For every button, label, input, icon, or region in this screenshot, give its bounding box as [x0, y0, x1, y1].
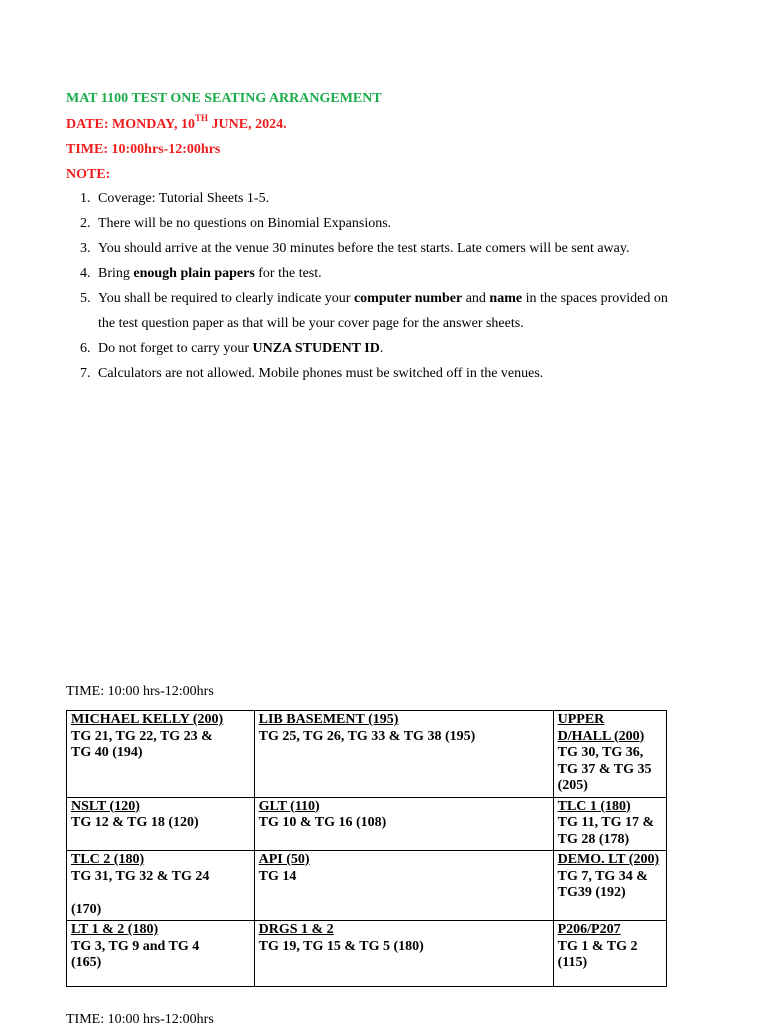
seating-table: [66, 710, 667, 987]
table-cell: TLC 2 (180) TG 31, TG 32 & TG 24 (170): [67, 851, 255, 921]
list-item: 4. Bring enough plain papers for the test.: [80, 266, 322, 281]
table-cell: API (50) TG 14: [254, 851, 553, 921]
table-row: [67, 711, 667, 798]
table-cell: GLT (110) TG 10 & TG 16 (108): [254, 797, 553, 851]
note-label: NOTE:: [66, 167, 111, 182]
table-cell: LIB BASEMENT (195) TG 25, TG 26, TG 33 & TG 38 (195): [254, 711, 553, 798]
table-cell: NSLT (120) TG 12 & TG 18 (120): [67, 797, 255, 851]
list-item: 1. Coverage: Tutorial Sheets 1-5.: [80, 191, 270, 206]
session-2-time: TIME: 10:00 hrs-12:00hrs: [66, 1012, 214, 1027]
table-cell: TLC 1 (180) TG 11, TG 17 & TG 28 (178): [553, 797, 666, 851]
list-item: 2. There will be no questions on Binomial Expansions.: [80, 216, 392, 231]
table-cell: DRGS 1 & 2 TG 19, TG 15 & TG 5 (180): [254, 921, 553, 987]
table-cell: UPPER D/HALL (200) TG 30, TG 36, TG 37 & TG 35 (205): [553, 711, 666, 798]
list-item: 3. You should arrive at the venue 30 minutes before the test starts. Late comers will be sent away.: [80, 241, 630, 256]
test-time: TIME: 10:00hrs-12:00hrs: [66, 142, 221, 157]
document-title: MAT 1100 TEST ONE SEATING ARRANGEMENT: [66, 91, 382, 106]
table-cell: MICHAEL KELLY (200) TG 21, TG 22, TG 23 & TG 40 (194): [67, 711, 255, 798]
table-cell: DEMO. LT (200) TG 7, TG 34 & TG39 (192): [553, 851, 666, 921]
table-row: [67, 797, 667, 851]
test-date: DATE: MONDAY, 10TH JUNE, 2024.: [66, 113, 287, 132]
list-item: 6. Do not forget to carry your UNZA STUDENT ID.: [80, 341, 384, 356]
table-row: [67, 851, 667, 921]
table-cell: LT 1 & 2 (180) TG 3, TG 9 and TG 4 (165): [67, 921, 255, 987]
list-item: 7. Calculators are not allowed. Mobile phones must be switched off in the venues.: [80, 366, 544, 381]
table-cell: P206/P207 TG 1 & TG 2 (115): [553, 921, 666, 987]
session-1-time: TIME: 10:00 hrs-12:00hrs: [66, 684, 214, 699]
list-item: 5. You shall be required to clearly indicate your computer number and name in the spaces provided on the test question paper as that will be your cover page for the answer sheets.: [80, 291, 668, 331]
notes-list: [80, 190, 720, 390]
table-row: [67, 921, 667, 987]
